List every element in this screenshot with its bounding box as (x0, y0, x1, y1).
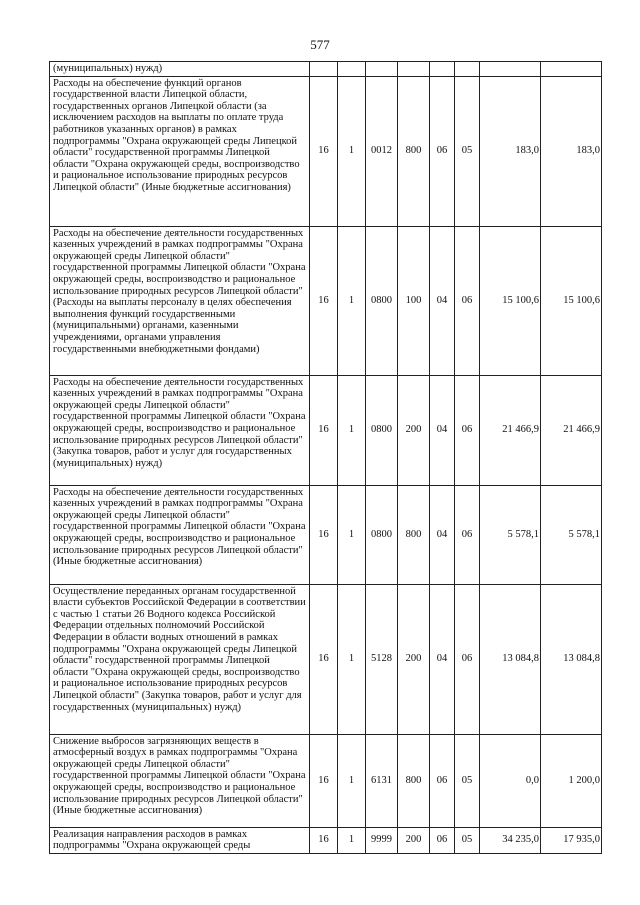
row-description: Реализация направления расходов в рамках подпрограммы "Охрана окружающей среды (50, 827, 310, 853)
amount-cell-2: 15 100,6 (541, 226, 602, 375)
code-cell-2: 1 (338, 734, 366, 827)
code-cell-2: 1 (338, 375, 366, 485)
amount-cell-2: 13 084,8 (541, 584, 602, 734)
code-cell-1: 16 (310, 226, 338, 375)
code-cell-4: 800 (398, 485, 430, 584)
code-cell-1: 16 (310, 76, 338, 226)
page-number: 577 (310, 37, 330, 52)
code-cell-1: 16 (310, 485, 338, 584)
row-description: Снижение выбросов загрязняющих веществ в атмосферный воздух в рамках подпрограммы "Охрана окружающей среды Липецкой области" государственной программы Липецкой области "Охрана окружающей среды, воспроизводство и рациональное использование природных ресурсов Липецкой области" (Иные бюджетные ассигнования) (50, 734, 310, 827)
code-cell-4 (398, 62, 430, 77)
table-row (50, 76, 602, 226)
code-cell-6: 06 (455, 485, 480, 584)
code-cell-5: 04 (430, 375, 455, 485)
code-cell-1: 16 (310, 734, 338, 827)
code-cell-6: 06 (455, 584, 480, 734)
code-cell-4: 200 (398, 375, 430, 485)
code-cell-1 (310, 62, 338, 77)
code-cell-5: 04 (430, 485, 455, 584)
code-cell-1: 16 (310, 584, 338, 734)
amount-cell-1: 183,0 (480, 76, 541, 226)
code-cell-3: 0012 (366, 76, 398, 226)
amount-cell-1: 0,0 (480, 734, 541, 827)
row-description: (муниципальных) нужд) (50, 62, 310, 77)
amount-cell-1: 34 235,0 (480, 827, 541, 853)
code-cell-5: 06 (430, 734, 455, 827)
code-cell-2: 1 (338, 485, 366, 584)
code-cell-1: 16 (310, 375, 338, 485)
amount-cell-2: 5 578,1 (541, 485, 602, 584)
code-cell-5: 06 (430, 827, 455, 853)
amount-cell-1: 15 100,6 (480, 226, 541, 375)
row-description: Расходы на обеспечение функций органов государственной власти Липецкой области, государственных органов Липецкой области (за исключением расходов на выплаты по оплате труда работников указанных органов) в рамках подпрограммы "Охрана окружающей среды Липецкой области" государственной программы Липецкой области "Охрана окружающей среды, воспроизводство и рациональное использование природных ресурсов Липецкой области" (Иные бюджетные ассигнования) (50, 76, 310, 226)
table-row (50, 734, 602, 827)
code-cell-5 (430, 62, 455, 77)
code-cell-6: 05 (455, 827, 480, 853)
row-description: Осуществление переданных органам государственной власти субъектов Российской Федерации в соответствии с частью 1 статьи 26 Водного кодекса Российской Федерации отдельных полномочий Российской Федерации в области водных отношений в рамках подпрограммы "Охрана окружающей среды Липецкой области" государственной программы Липецкой области "Охрана окружающей среды, воспроизводство и рациональное использование природных ресурсов Липецкой области" (Закупка товаров, работ и услуг для государственных (муниципальных) нужд) (50, 584, 310, 734)
code-cell-3: 0800 (366, 226, 398, 375)
code-cell-2: 1 (338, 584, 366, 734)
amount-cell-2 (541, 62, 602, 77)
code-cell-6 (455, 62, 480, 77)
amount-cell-1: 13 084,8 (480, 584, 541, 734)
code-cell-4: 100 (398, 226, 430, 375)
code-cell-3: 0800 (366, 375, 398, 485)
code-cell-5: 06 (430, 76, 455, 226)
amount-cell-2: 1 200,0 (541, 734, 602, 827)
row-description: Расходы на обеспечение деятельности государственных казенных учреждений в рамках подпрограммы "Охрана окружающей среды Липецкой области" государственной программы Липецкой области "Охрана окружающей среды, воспроизводство и рациональное использование природных ресурсов Липецкой области" (Иные бюджетные ассигнования) (50, 485, 310, 584)
table-row (50, 375, 602, 485)
table-row (50, 226, 602, 375)
code-cell-3: 5128 (366, 584, 398, 734)
code-cell-3 (366, 62, 398, 77)
table-body (50, 62, 602, 854)
amount-cell-2: 17 935,0 (541, 827, 602, 853)
table-row (50, 827, 602, 853)
amount-cell-1 (480, 62, 541, 77)
code-cell-3: 6131 (366, 734, 398, 827)
amount-cell-2: 21 466,9 (541, 375, 602, 485)
table-row (50, 584, 602, 734)
code-cell-6: 05 (455, 76, 480, 226)
code-cell-2: 1 (338, 76, 366, 226)
code-cell-4: 800 (398, 734, 430, 827)
code-cell-6: 06 (455, 375, 480, 485)
table-row (50, 485, 602, 584)
budget-table (49, 61, 602, 854)
code-cell-4: 200 (398, 584, 430, 734)
code-cell-2: 1 (338, 827, 366, 853)
amount-cell-1: 5 578,1 (480, 485, 541, 584)
code-cell-1: 16 (310, 827, 338, 853)
row-description: Расходы на обеспечение деятельности государственных казенных учреждений в рамках подпрограммы "Охрана окружающей среды Липецкой области" государственной программы Липецкой области "Охрана окружающей среды, воспроизводство и рациональное использование природных ресурсов Липецкой области" (Закупка товаров, работ и услуг для государственных (муниципальных) нужд) (50, 375, 310, 485)
code-cell-5: 04 (430, 226, 455, 375)
table-row (50, 62, 602, 77)
code-cell-6: 06 (455, 226, 480, 375)
code-cell-3: 0800 (366, 485, 398, 584)
code-cell-4: 200 (398, 827, 430, 853)
amount-cell-1: 21 466,9 (480, 375, 541, 485)
row-description: Расходы на обеспечение деятельности государственных казенных учреждений в рамках подпрограммы "Охрана окружающей среды Липецкой области" государственной программы Липецкой области "Охрана окружающей среды, воспроизводство и рациональное использование природных ресурсов Липецкой области" (Расходы на выплаты персоналу в целях обеспечения выполнения функций государственными (муниципальными) органами, казенными учреждениями, органами управления государственными внебюджетными фондами) (50, 226, 310, 375)
code-cell-2: 1 (338, 226, 366, 375)
code-cell-6: 05 (455, 734, 480, 827)
code-cell-5: 04 (430, 584, 455, 734)
code-cell-3: 9999 (366, 827, 398, 853)
code-cell-4: 800 (398, 76, 430, 226)
amount-cell-2: 183,0 (541, 76, 602, 226)
code-cell-2 (338, 62, 366, 77)
